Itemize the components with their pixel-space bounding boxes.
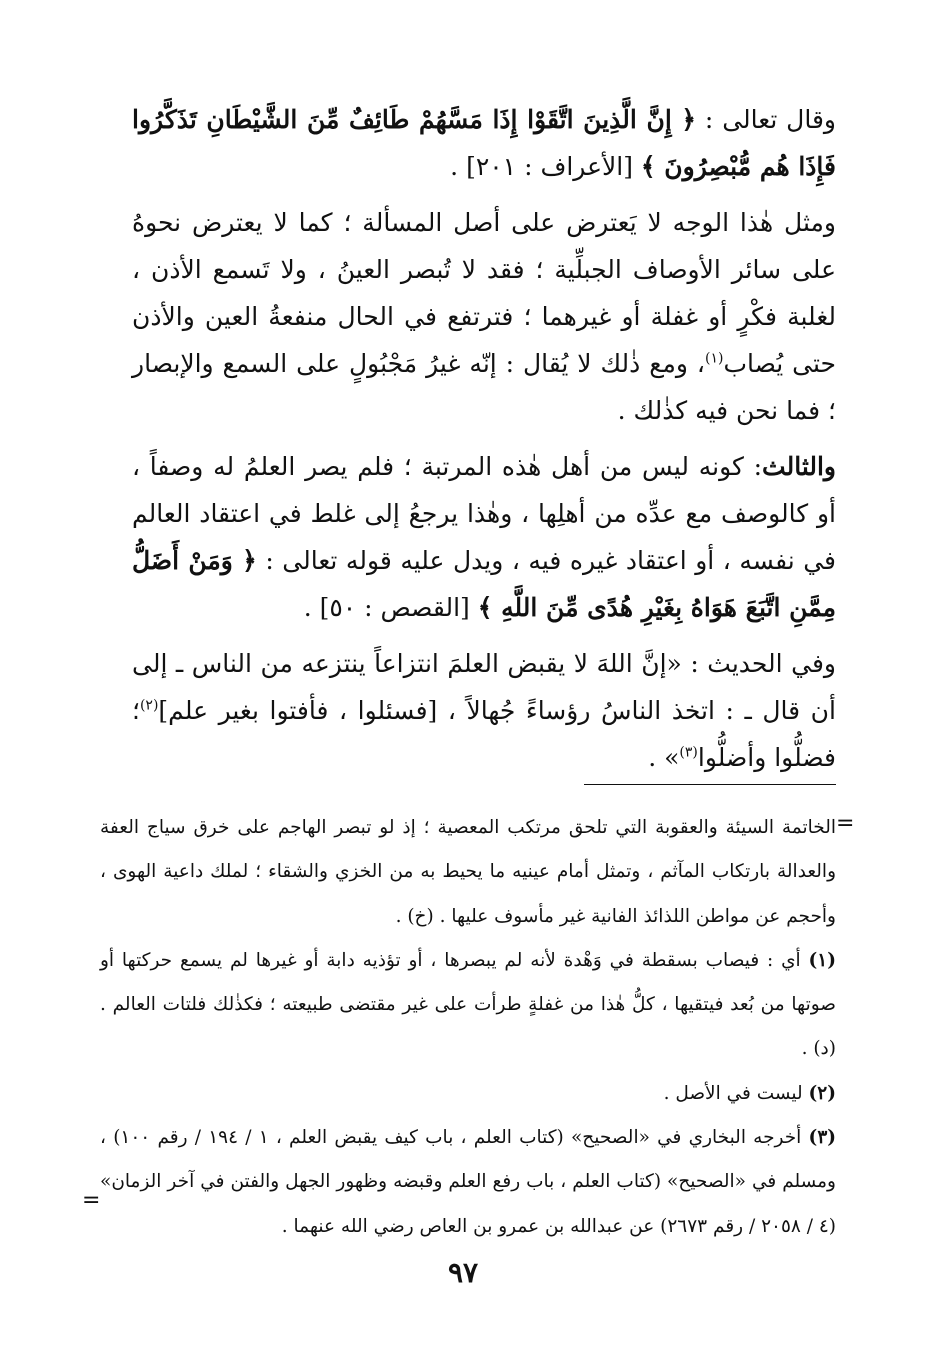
footnote-1	[100, 939, 836, 1072]
footnote-continuation: الخاتمة السيئة والعقوبة التي تلحق مرتكب المعصية ؛ إذ لو تبصر الهاجم على خرق سياج العفة والعدالة بارتكاب المآثم ، وتمثل أمام عينيه ما يحيط به من الخزي والشقاء ؛ لملك داعية الهوى ، وأحجم عن مواطن اللذائذ الفانية غير مأسوف عليها . (خ) .	[100, 817, 836, 927]
continuation-mark-top: =	[836, 811, 855, 836]
footnote-separator	[584, 784, 836, 785]
paragraph-2	[132, 199, 836, 434]
paragraph-1	[132, 96, 836, 190]
paragraph-4	[132, 640, 836, 781]
footnote-3	[100, 1116, 836, 1249]
paragraph-2-text: ومثل هٰذا الوجه لا يَعترض على أصل المسألة ؛ كما لا يعترض نحوهُ على سائر الأوصاف الجبلِّية ؛ فقد لا تُبصر العينُ ، ولا تَسمع الأذن ، لغلبة فكْرٍ أو غفلة أو غيرهما ؛ فترتفع في الحال منفعةُ العين والأذن حتى يُصاب	[132, 208, 836, 378]
verse-reference-2: [القصص : ٥٠] .	[303, 593, 478, 622]
footnote-2	[100, 1072, 836, 1116]
continuation-mark-bottom: =	[82, 1188, 101, 1213]
paragraph-3-text: : كونه ليس من أهل هٰذه المرتبة ؛ فلم يصر العلمُ له وصفاً ، أو كالوصف مع عدِّه من أهلِها ، وهٰذا يرجعُ إلى غلط في اعتقاد العالم في نفسه ، أو اعتقاد غيره فيه ، ويدل عليه قوله تعالى :	[132, 452, 836, 575]
paragraph-4-text-end: » .	[648, 743, 680, 772]
quran-verse-2: ﴿ وَمَنْ أَضَلُّ مِمَّنِ اتَّبَعَ هَوَاهُ بِغَيْرِ هُدًى مِّنَ اللَّهِ ﴾	[132, 546, 836, 622]
paragraph-2-text-end: ، ومع ذٰلك لا يُقال : إنّه غيرُ مَجْبُولٍ على السمع والإبصار ؛ فما نحن فيه كذٰلك .	[132, 349, 836, 425]
footnote-3-number: (٣)	[808, 1127, 837, 1149]
footnote-1-text: أي : فيصاب بسقطة في وَهْدة لأنه لم يبصرها ، أو تؤذيه دابة أو غيرها لم يسمع حركتها أو صوتها من بُعد فيتقيها ، كلُّ هٰذا من غفلةٍ طرأت على غير مقتضى طبيعته ؛ فكذٰلك فلتات العالم . (د) .	[100, 949, 836, 1060]
footnote-ref-2[interactable]: (٢)	[139, 697, 159, 714]
footnote-1-number: (١)	[808, 949, 836, 971]
main-text	[132, 96, 836, 790]
verse-reference-1: [الأعراف : ٢٠١] .	[450, 152, 641, 181]
footnote-2-number: (٢)	[808, 1082, 836, 1104]
footnote-3-text: أخرجه البخاري في «الصحيح» (كتاب العلم ، باب كيف يقبض العلم ، ١ / ١٩٤ / رقم ١٠٠) ، ومسلم في «الصحيح» (كتاب العلم ، باب رفع العلم وقبضه وظهور الجهل والفتن في آخر الزمان» (٤ / ٢٠٥٨ / رقم ٢٦٧٣) عن عبدالله بن عمرو بن العاص رضي الله عنهما .	[100, 1127, 836, 1237]
paragraph-4-text: وفي الحديث : «إنَّ اللهَ لا يقبض العلمَ انتزاعاً ينتزعه من الناس ـ إلى أن قال ـ : اتخذ الناسُ رؤساءً جُهالاً ، [فسئلوا ، فأفتوا بغير علم]	[132, 649, 836, 725]
page-number: ٩٧	[447, 1256, 479, 1289]
footnote-ref-1[interactable]: (١)	[704, 350, 724, 367]
paragraph-3	[132, 443, 836, 631]
paragraph-3-lead: والثالث	[762, 452, 836, 481]
footnote-ref-3[interactable]: (٣)	[679, 744, 698, 761]
paragraph-4-text-mid: ؛ فضلُّوا وأضلُّوا	[132, 696, 836, 772]
quran-verse-1: ﴿ إِنَّ الَّذِينَ اتَّقَوْا إِذَا مَسَّهُمْ طَائِفٌ مِّنَ الشَّيْطَانِ تَذَكَّرُوا فَإِذَا هُم مُّبْصِرُونَ ﴾	[132, 105, 836, 181]
footnote-2-text: ليست في الأصل .	[663, 1082, 809, 1104]
paragraph-1-lead: وقال تعالى :	[696, 105, 836, 134]
footnotes	[100, 806, 836, 1249]
